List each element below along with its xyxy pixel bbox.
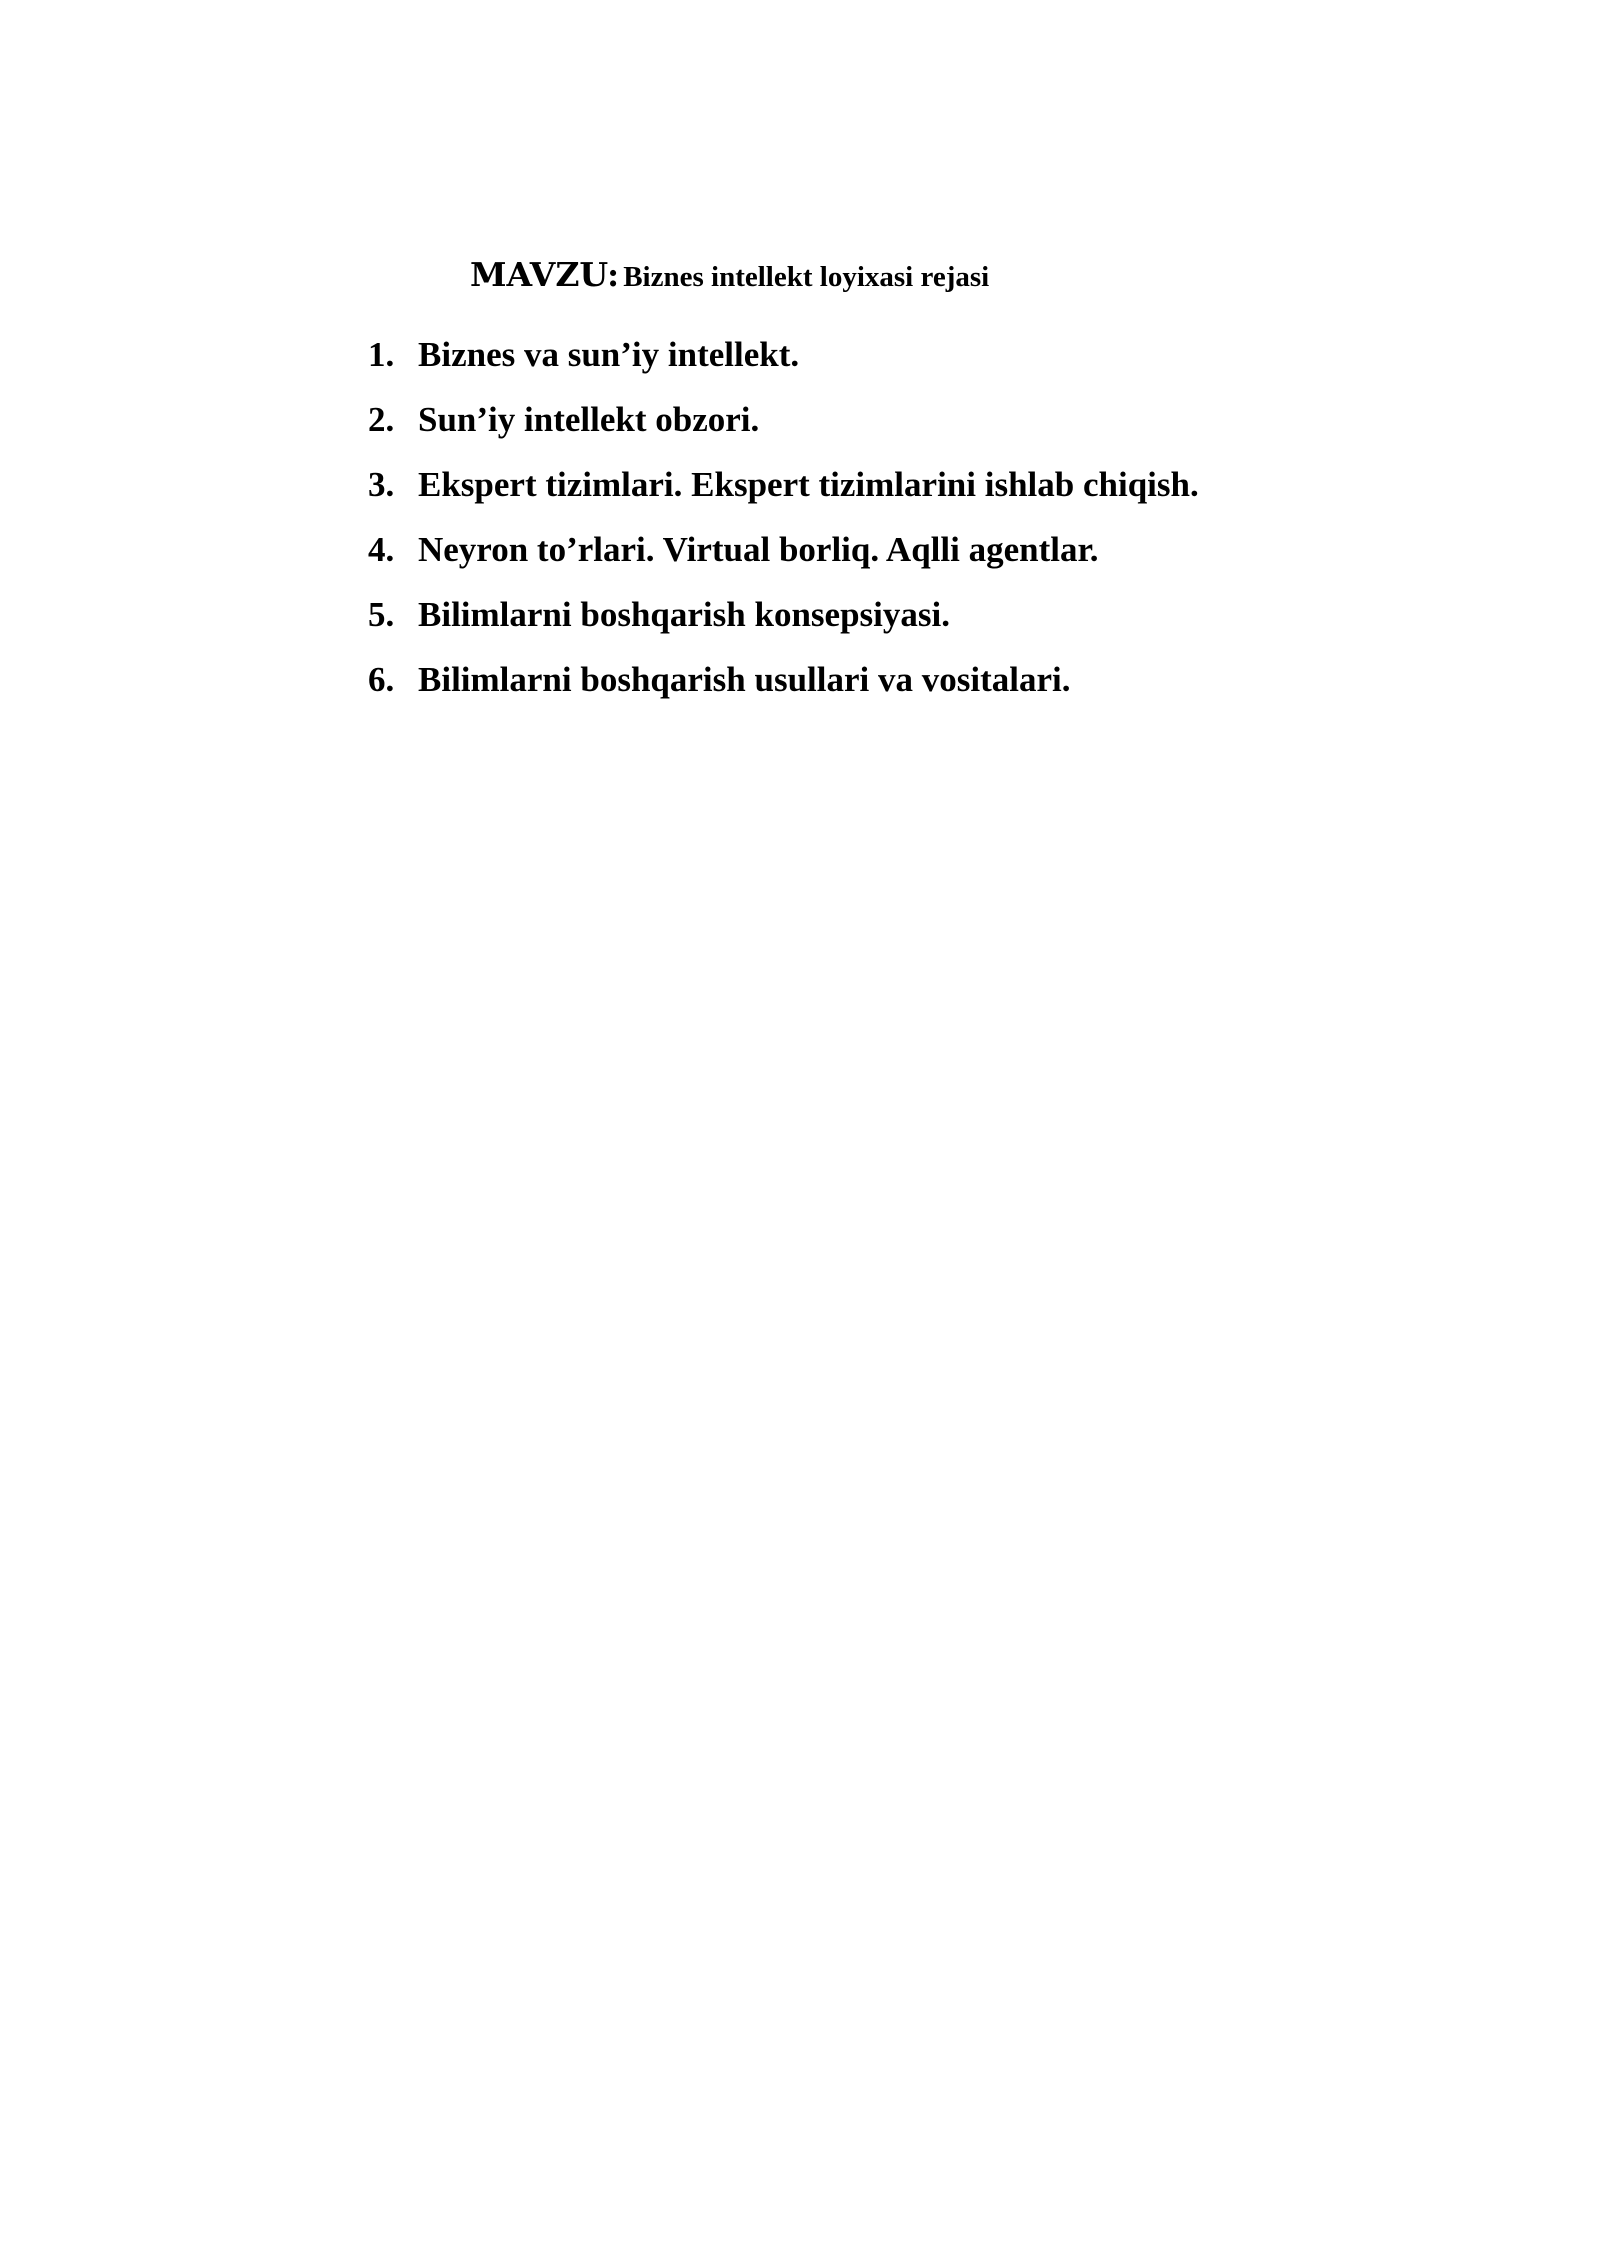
list-item-number: 6. (368, 659, 395, 699)
list-item-number: 2. (368, 399, 395, 439)
list-item-text: Ekspert tizimlari. Ekspert tizimlarini ishlab chiqish. (418, 464, 1199, 504)
list-item-number: 5. (368, 594, 395, 634)
list-item-text: Bilimlarni boshqarish konsepsiyasi. (418, 594, 950, 634)
list-item (368, 517, 1199, 582)
document-title (470, 255, 990, 294)
list-item (368, 322, 1199, 387)
list-item (368, 387, 1199, 452)
list-item-text: Sun’iy intellekt obzori. (418, 399, 760, 439)
list-item-text: Neyron to’rlari. Virtual borliq. Aqlli agentlar. (418, 529, 1099, 569)
list-item (368, 582, 1199, 647)
list-item (368, 647, 1199, 712)
title-text: Biznes intellekt loyixasi rejasi (623, 261, 990, 293)
list-item-number: 1. (368, 334, 395, 374)
list-item-text: Biznes va sun’iy intellekt. (418, 334, 800, 374)
plan-list (368, 322, 1199, 712)
list-item-text: Bilimlarni boshqarish usullari va vositalari. (418, 659, 1071, 699)
title-label: MAVZU: (470, 255, 620, 294)
list-item-number: 3. (368, 464, 395, 504)
list-item (368, 452, 1199, 517)
list-item-number: 4. (368, 529, 395, 569)
